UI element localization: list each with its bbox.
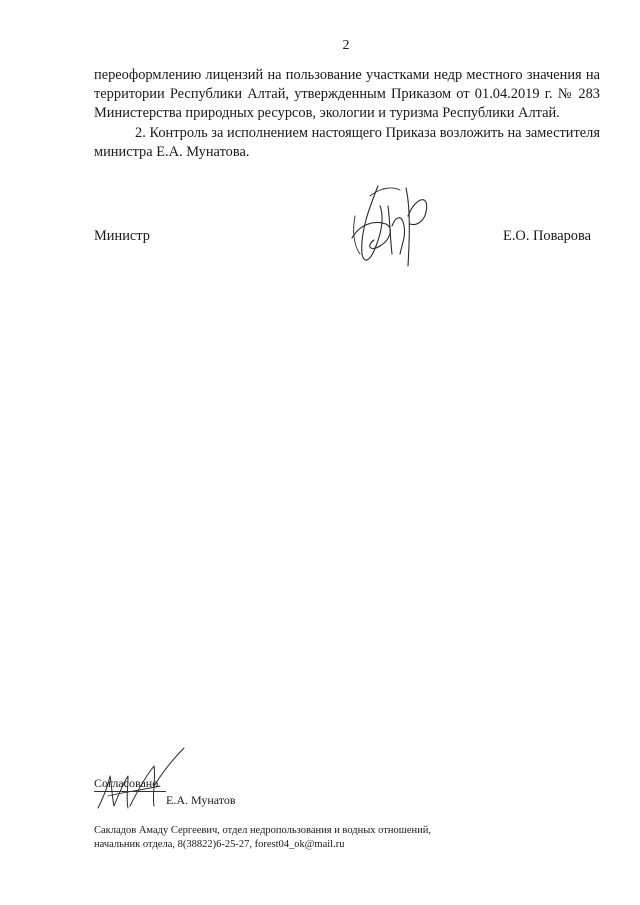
document-body (94, 66, 600, 162)
paragraph-continuation: переоформлению лицензий на пользование участками недр местного значения на территории Республики Алтай, утвержденным Приказом от 01.04.2019 г. № 283 Министерства природных ресурсов, экологии и туризма Республики Алтай. (94, 67, 600, 122)
signature-row (94, 228, 591, 248)
executor-line-2: начальник отдела, 8(38822)6-25-27, forest04_ok@mail.ru (94, 839, 345, 850)
signatory-name: Е.О. Поварова (503, 228, 591, 244)
page-number: 2 (342, 38, 350, 53)
approval-label: Согласовано (94, 776, 159, 790)
paragraph-item-2: 2. Контроль за исполнением настоящего Приказа возложить на заместителя министра Е.А. Мунатова. (94, 124, 600, 160)
approval-signature-line (94, 791, 166, 792)
executor-line-1: Сакладов Амаду Сергеевич, отдел недропользования и водных отношений, (94, 825, 431, 836)
minister-signature (340, 176, 440, 276)
signatory-title: Министр (94, 228, 150, 244)
approval-name: Е.А. Мунатов (166, 793, 236, 807)
executor-footer (94, 824, 514, 852)
